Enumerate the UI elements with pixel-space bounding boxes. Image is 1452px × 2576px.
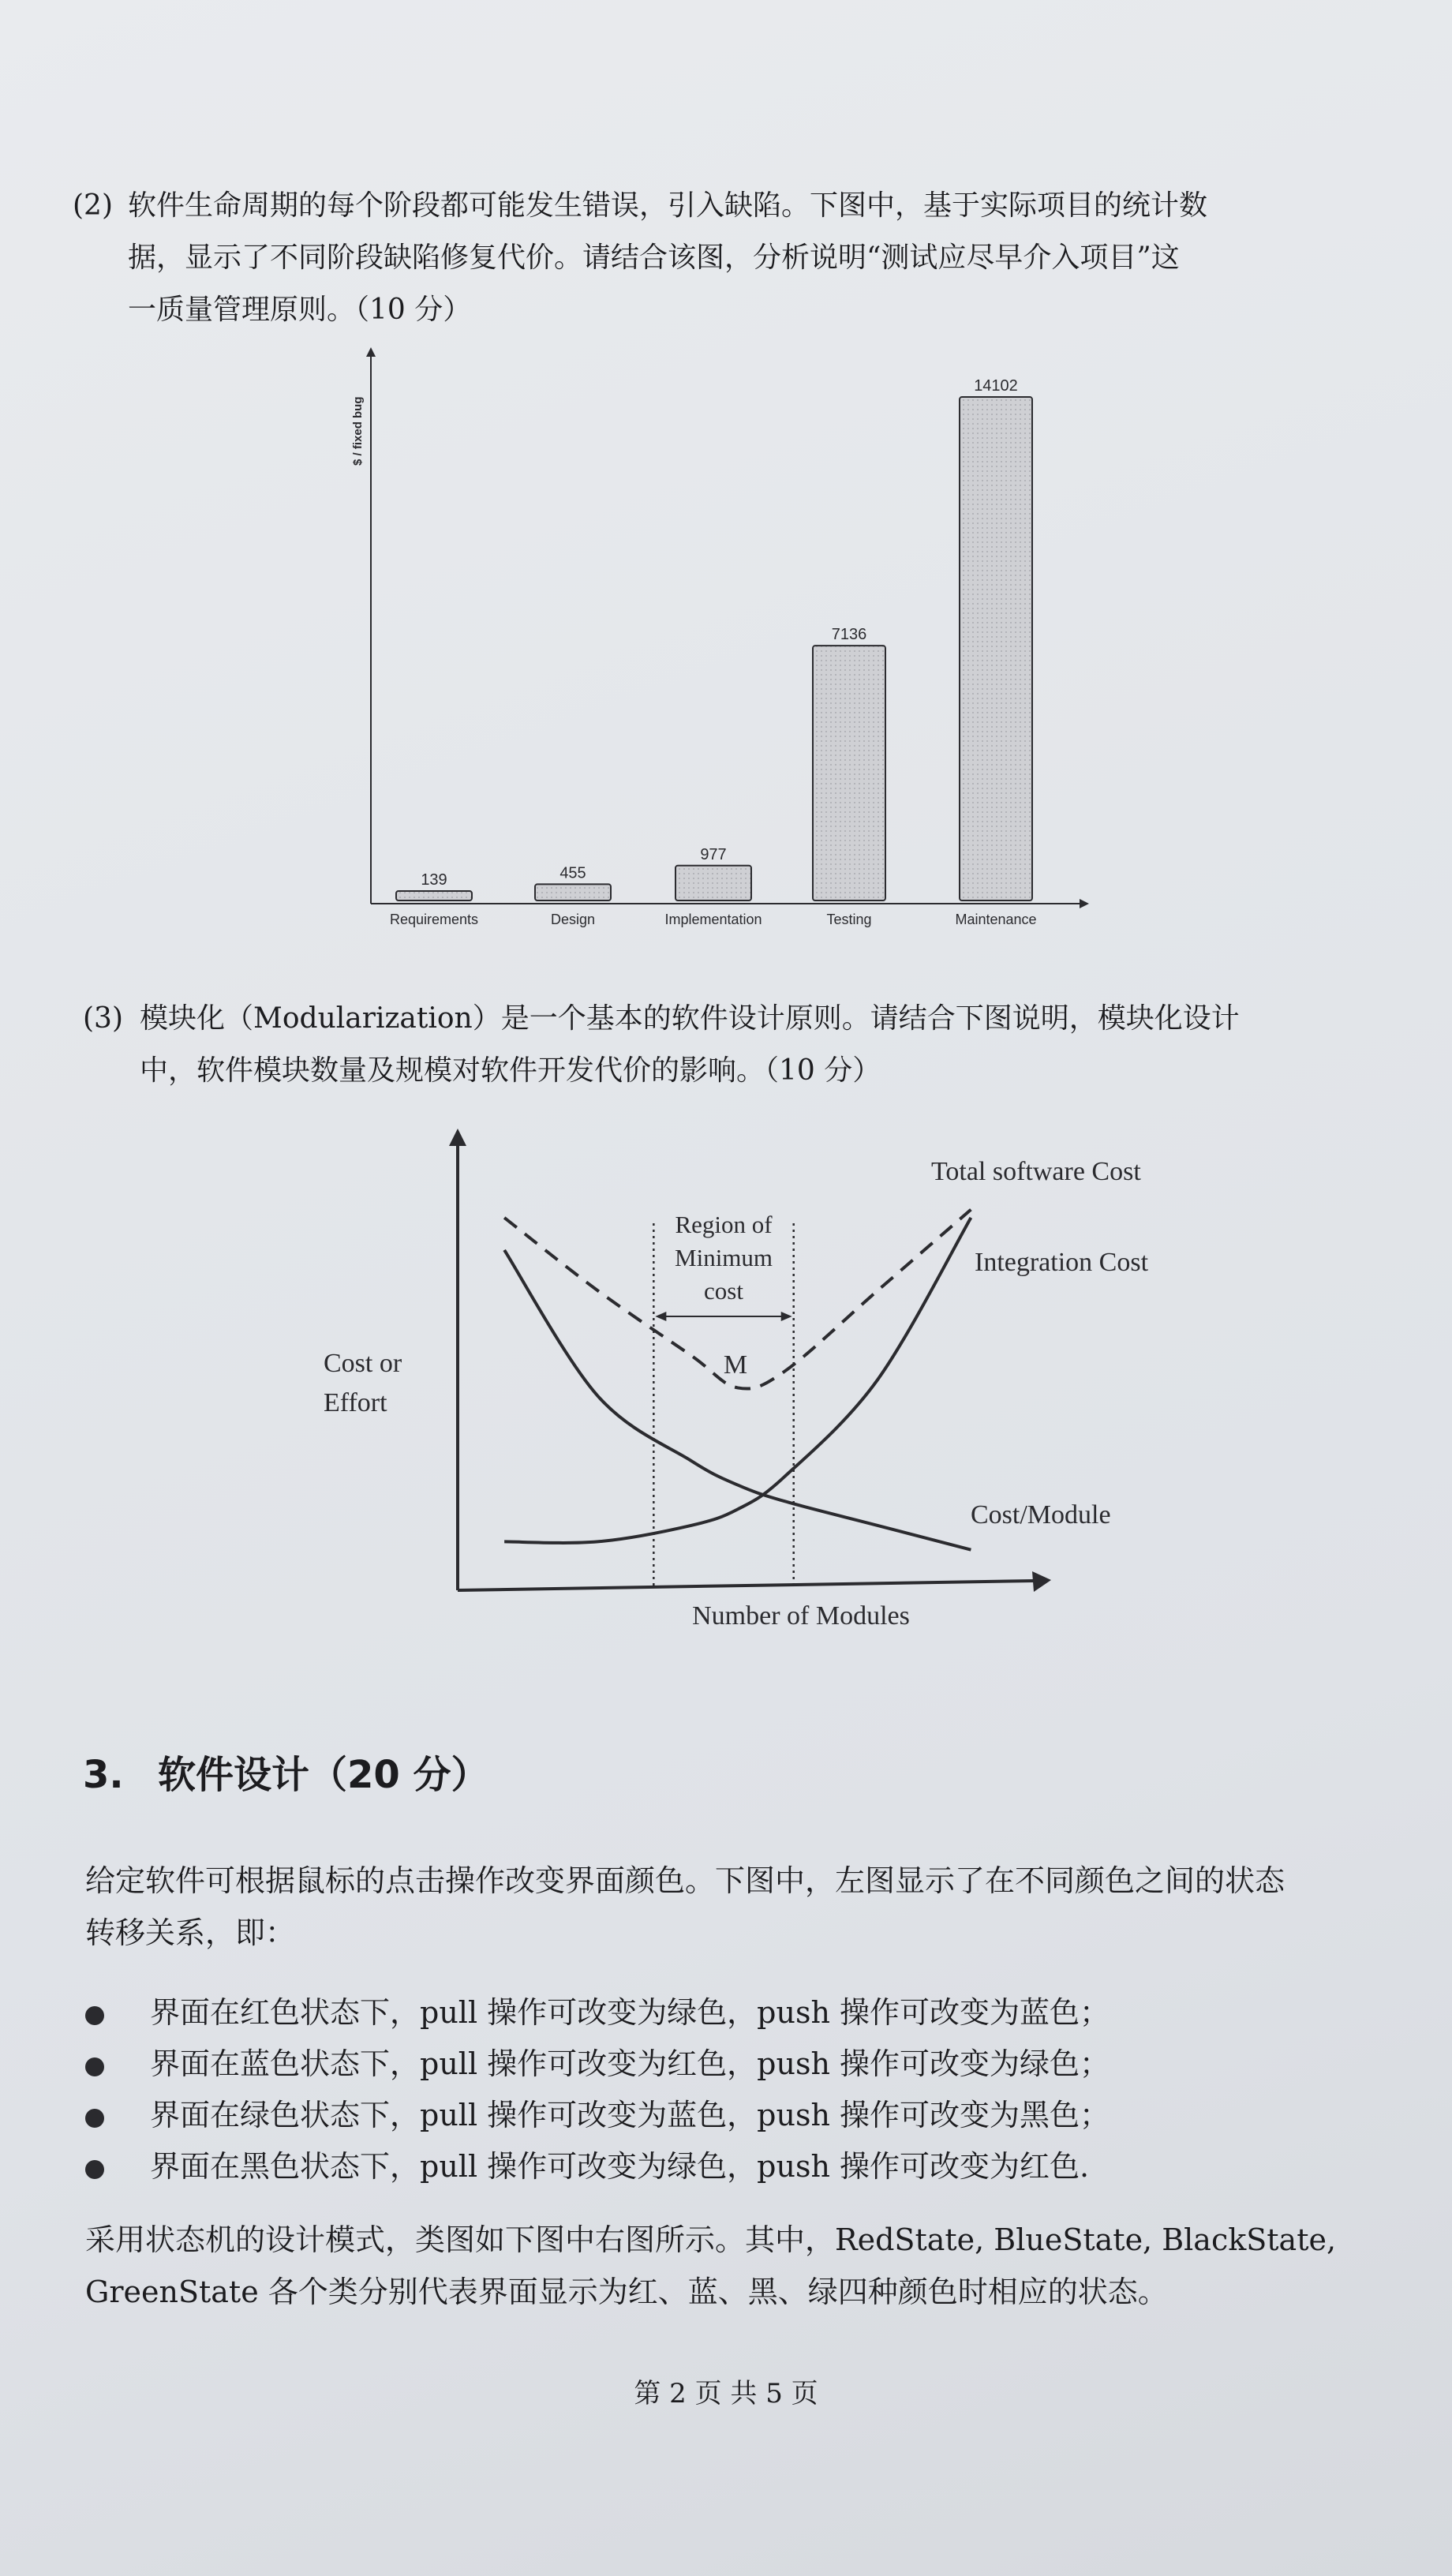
region-label: Region of [675,1211,773,1238]
state-transition-list [85,1987,1110,2192]
list-item: 界面在黑色状态下，pull 操作可改变为绿色，push 操作可改变为红色. [85,2141,1110,2192]
section-3-heading [83,1744,489,1799]
tick-label: Requirements [389,912,479,927]
bar [535,884,611,900]
data-label: 139 [421,871,447,889]
mod-chart-curves [504,1157,1148,1550]
bar [396,891,472,900]
question-2 [73,180,1207,336]
region-arrow-left-icon [655,1312,666,1321]
question-2-line-3: 一质量管理原则。（10 分） [128,294,472,326]
series-label: Total software Cost [931,1157,1141,1186]
region-arrow-right-icon [781,1312,792,1321]
defect-fix-cost-bar-chart [331,331,1105,947]
section-3-closing [85,2214,1336,2318]
question-3-number: (3) [83,1002,123,1035]
section-3-closing-line-1: 采用状态机的设计模式，类图如下图中右图所示。其中，RedState, BlueState, BlackState, [85,2222,1337,2257]
bar [675,866,751,900]
mod-chart-axes [324,1129,1051,1631]
y-axis-label: $ / fixed bug [351,396,365,466]
list-item: 界面在绿色状态下，pull 操作可改变为蓝色，push 操作可改变为黑色； [85,2090,1110,2141]
section-3-intro-line-1: 给定软件可根据鼠标的点击操作改变界面颜色。下图中，左图显示了在不同颜色之间的状态 [85,1863,1285,1898]
data-label: 455 [559,864,586,882]
x-axis-arrow-icon [1080,899,1089,908]
bullet-icon [85,2160,104,2179]
question-3-line-1: (3) 模块化（Modularization）是一个基本的软件设计原则。请结合下图说明，模块化设计 [83,993,1240,1045]
list-item: 界面在蓝色状态下，pull 操作可改变为红色，push 操作可改变为绿色； [85,2039,1110,2090]
tick-label: Testing [826,912,872,927]
page-footer: 第 2 页 共 5 页 [634,2378,818,2409]
tick-label: Design [550,912,596,927]
bar [813,646,885,900]
question-3 [83,993,1240,1097]
series-label: Cost/Module [971,1500,1111,1530]
region-label: Minimum [675,1244,773,1271]
question-2-line-1: (2) 软件生命周期的每个阶段都可能发生错误，引入缺陷。下图中，基于实际项目的统计数 [73,180,1207,232]
tick-label: Maintenance [955,912,1037,927]
series-label: Integration Cost [975,1248,1149,1277]
section-3-intro-line-2: 转移关系，即： [85,1915,296,1950]
section-3-intro [85,1855,1285,1959]
minimum-marker: M [723,1350,748,1380]
y-axis-arrow-icon [366,347,376,357]
data-label: 977 [700,845,727,863]
section-3-closing-line-2: GreenState 各个类分别代表界面显示为红、蓝、黑、绿四种颜色时相应的状态。 [85,2275,1168,2309]
bar [960,397,1032,900]
bullet-icon [85,2109,104,2128]
tick-label: Implementation [664,912,762,927]
bullet-icon [85,2057,104,2076]
list-item: 界面在红色状态下，pull 操作可改变为绿色，push 操作可改变为蓝色； [85,1987,1110,2039]
question-2-line-2: 据，显示了不同阶段缺陷修复代价。请结合该图，分析说明“测试应尽早介入项目”这 [128,242,1180,274]
y-axis-label: Cost or [324,1349,402,1378]
x-axis-arrow-icon [1032,1571,1051,1592]
x-axis-line [458,1581,1034,1590]
y-axis-label: Effort [324,1388,387,1417]
question-2-number: (2) [73,189,113,222]
x-axis-label: Number of Modules [692,1601,910,1631]
question-3-line-2: 中，软件模块数量及规模对软件开发代价的影响。（10 分） [140,1054,881,1087]
bullet-icon [85,2006,104,2025]
modularization-cost-chart [308,1113,1223,1649]
data-label: 14102 [974,377,1018,395]
section-3-title: 软件设计（20 分） [158,1753,489,1797]
data-label: 7136 [831,626,867,644]
region-label: cost [704,1277,743,1305]
y-axis-arrow-icon [449,1129,466,1146]
bar-chart-bars [390,377,1037,927]
section-3-number: 3. [83,1753,124,1797]
